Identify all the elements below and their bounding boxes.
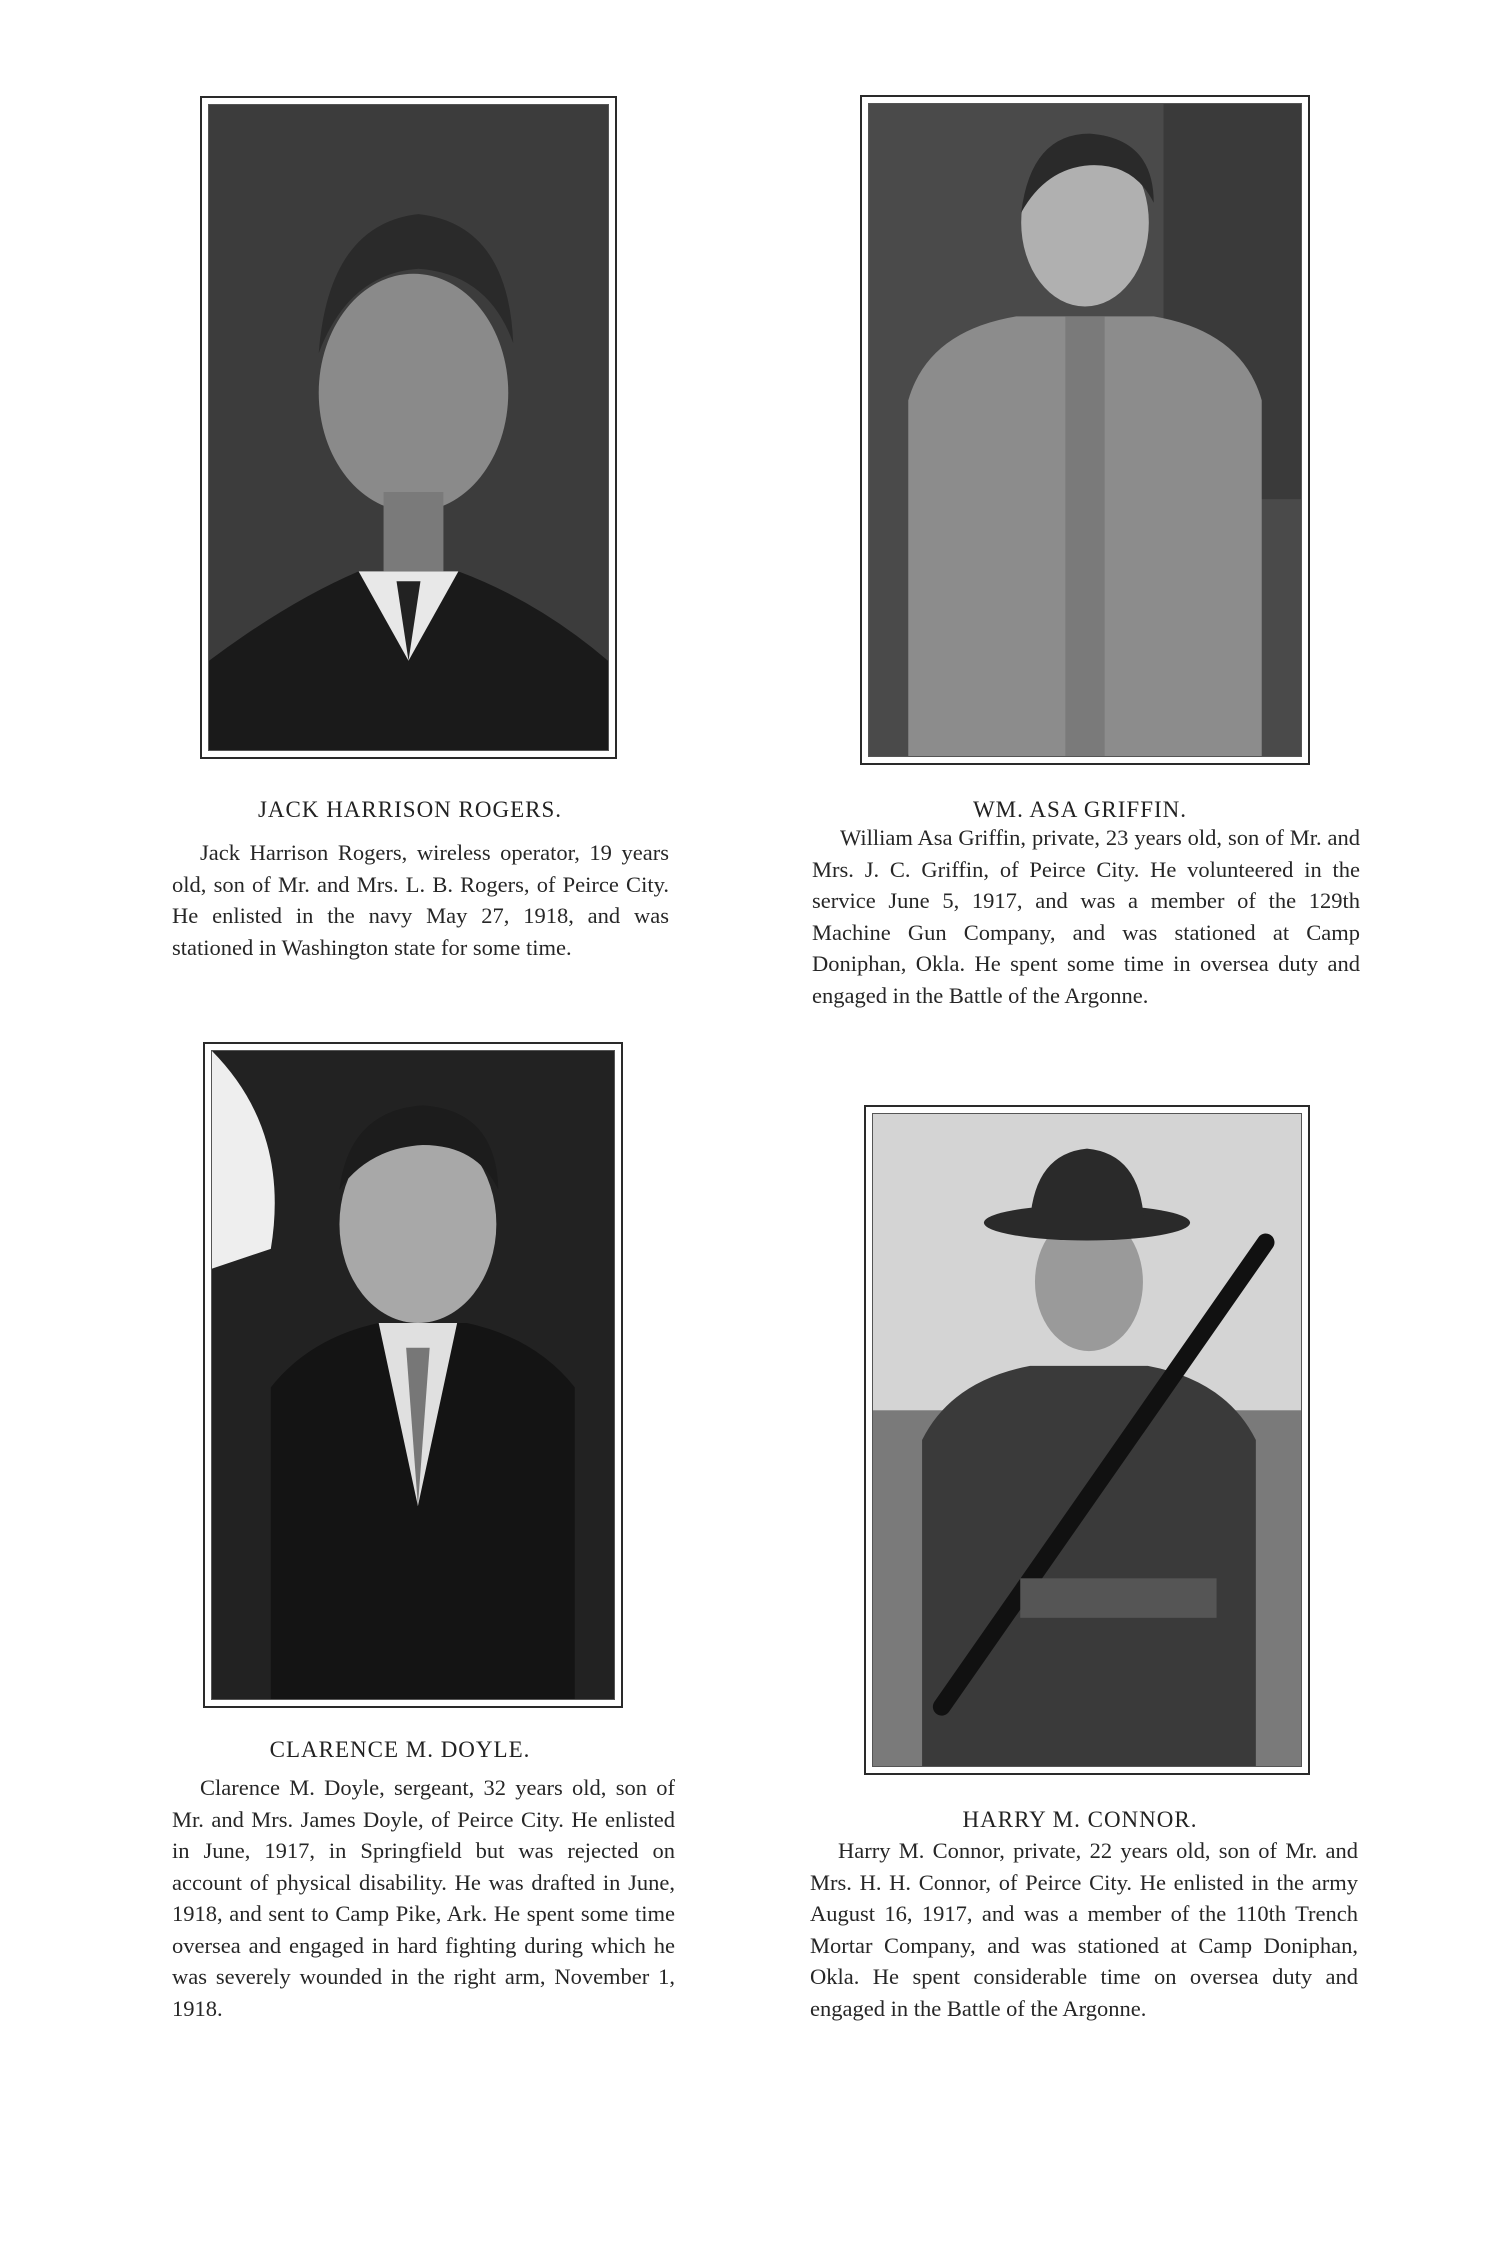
portrait-photo-doyle <box>203 1042 623 1708</box>
name-heading-griffin: WM. ASA GRIFFIN. <box>972 797 1188 822</box>
name-heading-rogers: JACK HARRISON ROGERS. <box>257 797 563 822</box>
rogers-portrait-icon <box>209 105 608 750</box>
portrait-photo-connor <box>864 1105 1310 1775</box>
connor-soldier-rifle-icon <box>873 1114 1301 1766</box>
bio-paragraph: Harry M. Connor, private, 22 years old, son of Mr. and Mrs. H. H. Connor, of Peirce City. He enlisted in the army August 16, 1917, and was a member of the 110th Trench Mortar Company, and was stationed at Camp Doniphan, Okla. He spent considerable time on oversea duty and engaged in the Battle of the Argonne. <box>810 1838 1358 2021</box>
bio-paragraph: Clarence M. Doyle, sergeant, 32 years old, son of Mr. and Mrs. James Doyle, of Peirce City. He enlisted in June, 1917, in Springfield but was rejected on account of physical disability. He was drafted in June, 1918, and sent to Camp Pike, Ark. He spent some time oversea and engaged in hard fighting during which he was severely wounded in the right arm, November 1, 1918. <box>172 1775 675 2021</box>
bio-text-connor <box>810 1835 1358 2024</box>
portrait-photo-rogers <box>200 96 617 759</box>
griffin-soldier-icon <box>869 104 1301 756</box>
doyle-portrait-icon <box>212 1051 614 1699</box>
name-heading-connor: HARRY M. CONNOR. <box>962 1807 1198 1832</box>
bio-text-doyle <box>172 1772 675 2024</box>
bio-text-griffin <box>812 822 1360 1011</box>
name-heading-doyle: CLARENCE M. DOYLE. <box>269 1737 531 1762</box>
portrait-photo-griffin <box>860 95 1310 765</box>
bio-text-rogers <box>172 837 669 963</box>
bio-paragraph: William Asa Griffin, private, 23 years old, son of Mr. and Mrs. J. C. Griffin, of Peirce City. He volunteered in the service June 5, 1917, and was a member of the 129th Machine Gun Company, and was stationed at Camp Doniphan, Okla. He spent some time in oversea duty and engaged in the Battle of the Argonne. <box>812 825 1360 1008</box>
bio-paragraph: Jack Harrison Rogers, wireless operator, 19 years old, son of Mr. and Mrs. L. B. Rogers, of Peirce City. He enlisted in the navy May 27, 1918, and was stationed in Washington state for some time. <box>172 840 669 960</box>
